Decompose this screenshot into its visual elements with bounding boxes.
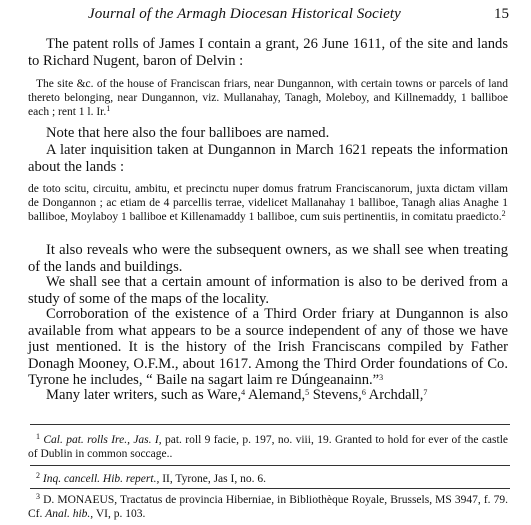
footnote-divider <box>30 488 510 489</box>
paragraph-patent-rolls: The patent rolls of James I contain a grant, 26 June 1611, of the site and lands to Richard Nugent, baron of Delvin : <box>28 36 508 69</box>
footnote-ref: 2 <box>501 209 506 218</box>
footnote-ref: 1 <box>106 104 111 113</box>
paragraph-third-order-friary: Corroboration of the existence of a Third Order friary at Dungannon is also available from what appears to be a source independent of any of those we have just mentioned. It is the history of the Irish Franciscans compiled by Father Donagh Mooney, O.F.M., about 1617. Among the Third Order foundations of Co. Tyrone he includes, “ Baile na sagart laim re Dúngeanainn.”$^3$ <box>28 306 508 388</box>
footnote-ref: 4 <box>241 388 246 397</box>
paragraph-balliboes-note: Note that here also the four balliboes are named. <box>46 125 330 141</box>
footnote-divider <box>30 424 510 425</box>
footnote-3: $^3$ D. MONAEUS, Tractatus de provincia Hiberniae, in Bibliothèque Royale, Brussels, MS 3947, f. 79. Cf. Anal. hib., VI, p. 103. <box>28 492 508 520</box>
footnote-2: $^2$ Inq. cancell. Hib. repert., II, Tyrone, Jas I, no. 6. <box>36 471 266 485</box>
footnote-ref: 7 <box>423 388 428 397</box>
running-head <box>28 6 509 24</box>
journal-title: Journal of the Armagh Diocesan Historical Society <box>88 6 401 22</box>
paragraph-maps: We shall see that a certain amount of information is also to be derived from a study of some of the maps of the locality. <box>28 274 508 307</box>
footnote-1: $^1$ Cal. pat. rolls Ire., Jas. I, pat. roll 9 facie, p. 197, no. viii, 19. Granted to hold for ever of the castle of Dublin in common soccage.. <box>28 432 508 460</box>
paragraph-later-writers: Many later writers, such as Ware,$^4$ Alemand,$^5$ Stevens,$^6$ Archdall,$^7$ <box>46 387 428 403</box>
footnote-ref: 5 <box>305 388 310 397</box>
footnote-ref: 6 <box>361 388 366 397</box>
paragraph-subsequent-owners: It also reveals who were the subsequent owners, as we shall see when treating of the lands and buildings. <box>28 242 508 275</box>
page-number: 15 <box>494 6 509 22</box>
footnote-divider <box>30 465 510 466</box>
paragraph-later-inquisition: A later inquisition taken at Dungannon in March 1621 repeats the information about the lands : <box>28 142 508 175</box>
footnote-ref: 3 <box>379 373 384 382</box>
quote-inquisition-latin: de toto scitu, circuitu, ambitu, et precinctu nuper domus fratrum Franciscanorum, juxta dictam villam de Dongannon ; ac etiam de 4 parcellis terrae, videlicet Mallanahay 1 balliboe, Tanagh alias Anaghe 1 balliboe, Moylaboy 1 balliboe et Killenamaddy 1 balliboe, cum suis pertinentiis, in comitatu praedicto.$^2$ <box>28 183 508 223</box>
quote-patent-grant: The site &c. of the house of Franciscan friars, near Dungannon, with certain towns or parcels of land thereto belonging, near Dungannon, viz. Mullanahay, Tanagh, Moleboy, and Killnemaddy, 1 balliboe each ; rent 1 l. Ir.$^1$ <box>28 78 508 118</box>
